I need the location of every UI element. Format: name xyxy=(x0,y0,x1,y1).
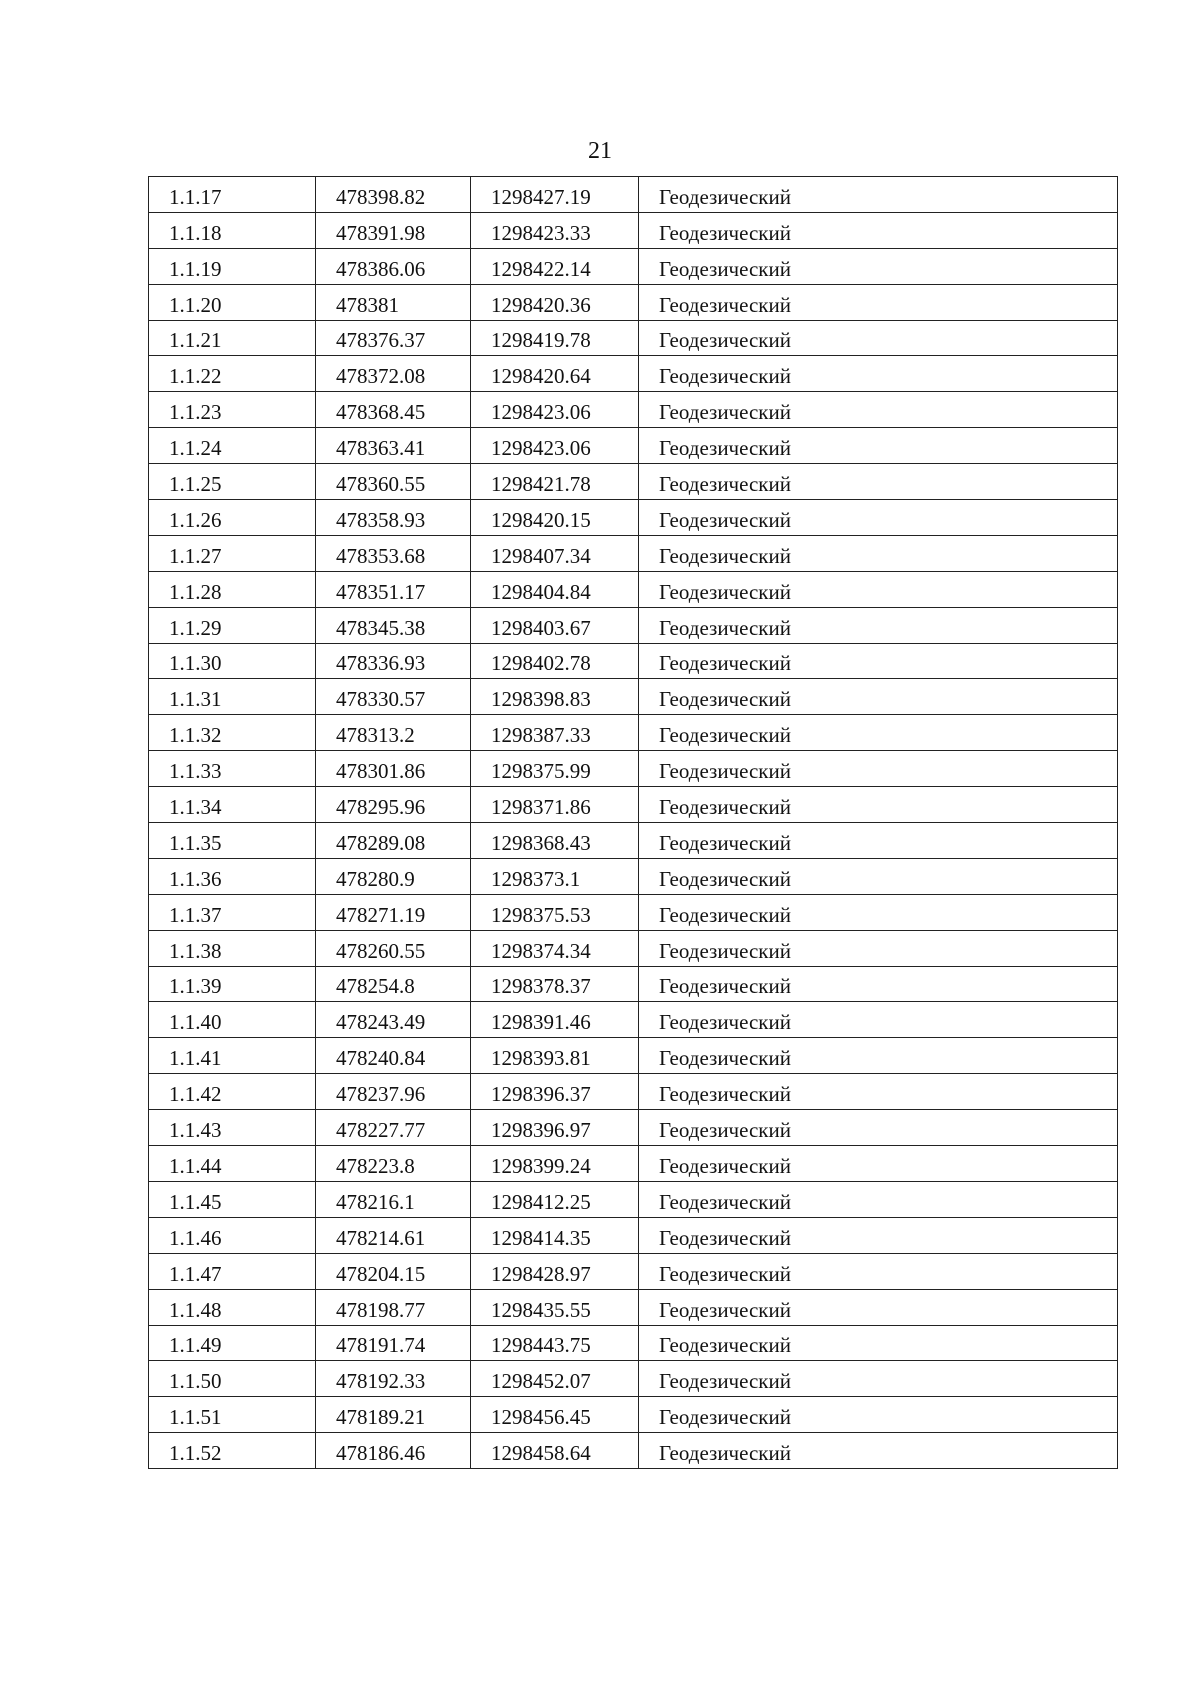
point-id-cell: 1.1.44 xyxy=(149,1146,316,1182)
method-cell: Геодезический xyxy=(639,1038,1118,1074)
x-coordinate-cell: 478313.2 xyxy=(316,715,471,751)
table-row xyxy=(149,356,1118,392)
table-row xyxy=(149,751,1118,787)
x-coordinate-cell: 478301.86 xyxy=(316,751,471,787)
method-cell: Геодезический xyxy=(639,966,1118,1002)
method-cell: Геодезический xyxy=(639,751,1118,787)
method-cell: Геодезический xyxy=(639,1146,1118,1182)
table-row xyxy=(149,428,1118,464)
table-row xyxy=(149,392,1118,428)
y-coordinate-cell: 1298375.99 xyxy=(471,751,639,787)
method-cell: Геодезический xyxy=(639,679,1118,715)
coordinates-table-body xyxy=(149,177,1118,1469)
point-id-cell: 1.1.33 xyxy=(149,751,316,787)
table-row xyxy=(149,1038,1118,1074)
y-coordinate-cell: 1298375.53 xyxy=(471,894,639,930)
x-coordinate-cell: 478368.45 xyxy=(316,392,471,428)
method-cell: Геодезический xyxy=(639,1002,1118,1038)
y-coordinate-cell: 1298423.06 xyxy=(471,428,639,464)
x-coordinate-cell: 478372.08 xyxy=(316,356,471,392)
method-cell: Геодезический xyxy=(639,500,1118,536)
y-coordinate-cell: 1298368.43 xyxy=(471,823,639,859)
point-id-cell: 1.1.32 xyxy=(149,715,316,751)
x-coordinate-cell: 478386.06 xyxy=(316,248,471,284)
table-row xyxy=(149,571,1118,607)
table-row xyxy=(149,607,1118,643)
point-id-cell: 1.1.30 xyxy=(149,643,316,679)
point-id-cell: 1.1.50 xyxy=(149,1361,316,1397)
y-coordinate-cell: 1298396.97 xyxy=(471,1110,639,1146)
method-cell: Геодезический xyxy=(639,428,1118,464)
point-id-cell: 1.1.23 xyxy=(149,392,316,428)
point-id-cell: 1.1.45 xyxy=(149,1181,316,1217)
x-coordinate-cell: 478198.77 xyxy=(316,1289,471,1325)
method-cell: Геодезический xyxy=(639,1217,1118,1253)
x-coordinate-cell: 478345.38 xyxy=(316,607,471,643)
y-coordinate-cell: 1298456.45 xyxy=(471,1397,639,1433)
point-id-cell: 1.1.37 xyxy=(149,894,316,930)
point-id-cell: 1.1.41 xyxy=(149,1038,316,1074)
x-coordinate-cell: 478353.68 xyxy=(316,535,471,571)
table-row xyxy=(149,535,1118,571)
x-coordinate-cell: 478358.93 xyxy=(316,500,471,536)
y-coordinate-cell: 1298391.46 xyxy=(471,1002,639,1038)
y-coordinate-cell: 1298387.33 xyxy=(471,715,639,751)
method-cell: Геодезический xyxy=(639,1253,1118,1289)
method-cell: Геодезический xyxy=(639,787,1118,823)
point-id-cell: 1.1.24 xyxy=(149,428,316,464)
x-coordinate-cell: 478381 xyxy=(316,284,471,320)
y-coordinate-cell: 1298452.07 xyxy=(471,1361,639,1397)
x-coordinate-cell: 478216.1 xyxy=(316,1181,471,1217)
method-cell: Геодезический xyxy=(639,1074,1118,1110)
table-row xyxy=(149,823,1118,859)
method-cell: Геодезический xyxy=(639,1433,1118,1469)
method-cell: Геодезический xyxy=(639,823,1118,859)
y-coordinate-cell: 1298435.55 xyxy=(471,1289,639,1325)
method-cell: Геодезический xyxy=(639,392,1118,428)
point-id-cell: 1.1.51 xyxy=(149,1397,316,1433)
method-cell: Геодезический xyxy=(639,1325,1118,1361)
y-coordinate-cell: 1298399.24 xyxy=(471,1146,639,1182)
point-id-cell: 1.1.21 xyxy=(149,320,316,356)
table-row xyxy=(149,1181,1118,1217)
y-coordinate-cell: 1298396.37 xyxy=(471,1074,639,1110)
point-id-cell: 1.1.34 xyxy=(149,787,316,823)
method-cell: Геодезический xyxy=(639,1110,1118,1146)
coordinates-table xyxy=(148,176,1118,1469)
y-coordinate-cell: 1298378.37 xyxy=(471,966,639,1002)
method-cell: Геодезический xyxy=(639,177,1118,213)
point-id-cell: 1.1.29 xyxy=(149,607,316,643)
table-row xyxy=(149,1110,1118,1146)
point-id-cell: 1.1.42 xyxy=(149,1074,316,1110)
x-coordinate-cell: 478398.82 xyxy=(316,177,471,213)
x-coordinate-cell: 478192.33 xyxy=(316,1361,471,1397)
point-id-cell: 1.1.40 xyxy=(149,1002,316,1038)
x-coordinate-cell: 478204.15 xyxy=(316,1253,471,1289)
point-id-cell: 1.1.17 xyxy=(149,177,316,213)
point-id-cell: 1.1.25 xyxy=(149,464,316,500)
method-cell: Геодезический xyxy=(639,356,1118,392)
x-coordinate-cell: 478351.17 xyxy=(316,571,471,607)
table-row xyxy=(149,930,1118,966)
y-coordinate-cell: 1298374.34 xyxy=(471,930,639,966)
point-id-cell: 1.1.20 xyxy=(149,284,316,320)
table-row xyxy=(149,679,1118,715)
point-id-cell: 1.1.48 xyxy=(149,1289,316,1325)
y-coordinate-cell: 1298423.33 xyxy=(471,212,639,248)
table-row xyxy=(149,787,1118,823)
y-coordinate-cell: 1298458.64 xyxy=(471,1433,639,1469)
table-row xyxy=(149,1397,1118,1433)
point-id-cell: 1.1.46 xyxy=(149,1217,316,1253)
point-id-cell: 1.1.31 xyxy=(149,679,316,715)
table-row xyxy=(149,1253,1118,1289)
method-cell: Геодезический xyxy=(639,643,1118,679)
table-row xyxy=(149,643,1118,679)
x-coordinate-cell: 478376.37 xyxy=(316,320,471,356)
method-cell: Геодезический xyxy=(639,715,1118,751)
x-coordinate-cell: 478391.98 xyxy=(316,212,471,248)
method-cell: Геодезический xyxy=(639,1397,1118,1433)
table-row xyxy=(149,464,1118,500)
y-coordinate-cell: 1298404.84 xyxy=(471,571,639,607)
point-id-cell: 1.1.38 xyxy=(149,930,316,966)
point-id-cell: 1.1.49 xyxy=(149,1325,316,1361)
x-coordinate-cell: 478214.61 xyxy=(316,1217,471,1253)
method-cell: Геодезический xyxy=(639,894,1118,930)
table-row xyxy=(149,500,1118,536)
method-cell: Геодезический xyxy=(639,1361,1118,1397)
y-coordinate-cell: 1298393.81 xyxy=(471,1038,639,1074)
point-id-cell: 1.1.52 xyxy=(149,1433,316,1469)
method-cell: Геодезический xyxy=(639,535,1118,571)
y-coordinate-cell: 1298420.15 xyxy=(471,500,639,536)
point-id-cell: 1.1.27 xyxy=(149,535,316,571)
y-coordinate-cell: 1298428.97 xyxy=(471,1253,639,1289)
y-coordinate-cell: 1298419.78 xyxy=(471,320,639,356)
y-coordinate-cell: 1298421.78 xyxy=(471,464,639,500)
point-id-cell: 1.1.28 xyxy=(149,571,316,607)
table-row xyxy=(149,284,1118,320)
table-row xyxy=(149,1002,1118,1038)
x-coordinate-cell: 478240.84 xyxy=(316,1038,471,1074)
x-coordinate-cell: 478289.08 xyxy=(316,823,471,859)
x-coordinate-cell: 478360.55 xyxy=(316,464,471,500)
x-coordinate-cell: 478254.8 xyxy=(316,966,471,1002)
y-coordinate-cell: 1298420.36 xyxy=(471,284,639,320)
table-row xyxy=(149,1433,1118,1469)
method-cell: Геодезический xyxy=(639,284,1118,320)
y-coordinate-cell: 1298398.83 xyxy=(471,679,639,715)
y-coordinate-cell: 1298423.06 xyxy=(471,392,639,428)
x-coordinate-cell: 478363.41 xyxy=(316,428,471,464)
x-coordinate-cell: 478227.77 xyxy=(316,1110,471,1146)
page-number: 21 xyxy=(588,138,612,164)
y-coordinate-cell: 1298422.14 xyxy=(471,248,639,284)
x-coordinate-cell: 478237.96 xyxy=(316,1074,471,1110)
point-id-cell: 1.1.35 xyxy=(149,823,316,859)
point-id-cell: 1.1.19 xyxy=(149,248,316,284)
x-coordinate-cell: 478280.9 xyxy=(316,858,471,894)
table-row xyxy=(149,320,1118,356)
table-row xyxy=(149,177,1118,213)
method-cell: Геодезический xyxy=(639,248,1118,284)
point-id-cell: 1.1.43 xyxy=(149,1110,316,1146)
x-coordinate-cell: 478295.96 xyxy=(316,787,471,823)
table-row xyxy=(149,715,1118,751)
table-row xyxy=(149,1074,1118,1110)
point-id-cell: 1.1.26 xyxy=(149,500,316,536)
method-cell: Геодезический xyxy=(639,930,1118,966)
method-cell: Геодезический xyxy=(639,464,1118,500)
x-coordinate-cell: 478191.74 xyxy=(316,1325,471,1361)
y-coordinate-cell: 1298371.86 xyxy=(471,787,639,823)
x-coordinate-cell: 478189.21 xyxy=(316,1397,471,1433)
table-row xyxy=(149,894,1118,930)
x-coordinate-cell: 478330.57 xyxy=(316,679,471,715)
y-coordinate-cell: 1298414.35 xyxy=(471,1217,639,1253)
y-coordinate-cell: 1298407.34 xyxy=(471,535,639,571)
table-row xyxy=(149,212,1118,248)
y-coordinate-cell: 1298420.64 xyxy=(471,356,639,392)
x-coordinate-cell: 478243.49 xyxy=(316,1002,471,1038)
x-coordinate-cell: 478223.8 xyxy=(316,1146,471,1182)
method-cell: Геодезический xyxy=(639,212,1118,248)
table-row xyxy=(149,248,1118,284)
point-id-cell: 1.1.39 xyxy=(149,966,316,1002)
table-row xyxy=(149,1217,1118,1253)
table-row xyxy=(149,966,1118,1002)
table-row xyxy=(149,1289,1118,1325)
y-coordinate-cell: 1298427.19 xyxy=(471,177,639,213)
y-coordinate-cell: 1298403.67 xyxy=(471,607,639,643)
method-cell: Геодезический xyxy=(639,320,1118,356)
x-coordinate-cell: 478336.93 xyxy=(316,643,471,679)
point-id-cell: 1.1.18 xyxy=(149,212,316,248)
method-cell: Геодезический xyxy=(639,1181,1118,1217)
point-id-cell: 1.1.22 xyxy=(149,356,316,392)
table-row xyxy=(149,1146,1118,1182)
point-id-cell: 1.1.36 xyxy=(149,858,316,894)
point-id-cell: 1.1.47 xyxy=(149,1253,316,1289)
x-coordinate-cell: 478260.55 xyxy=(316,930,471,966)
y-coordinate-cell: 1298443.75 xyxy=(471,1325,639,1361)
y-coordinate-cell: 1298373.1 xyxy=(471,858,639,894)
method-cell: Геодезический xyxy=(639,607,1118,643)
method-cell: Геодезический xyxy=(639,1289,1118,1325)
table-row xyxy=(149,1361,1118,1397)
y-coordinate-cell: 1298402.78 xyxy=(471,643,639,679)
table-row xyxy=(149,1325,1118,1361)
x-coordinate-cell: 478186.46 xyxy=(316,1433,471,1469)
method-cell: Геодезический xyxy=(639,858,1118,894)
x-coordinate-cell: 478271.19 xyxy=(316,894,471,930)
y-coordinate-cell: 1298412.25 xyxy=(471,1181,639,1217)
method-cell: Геодезический xyxy=(639,571,1118,607)
table-row xyxy=(149,858,1118,894)
